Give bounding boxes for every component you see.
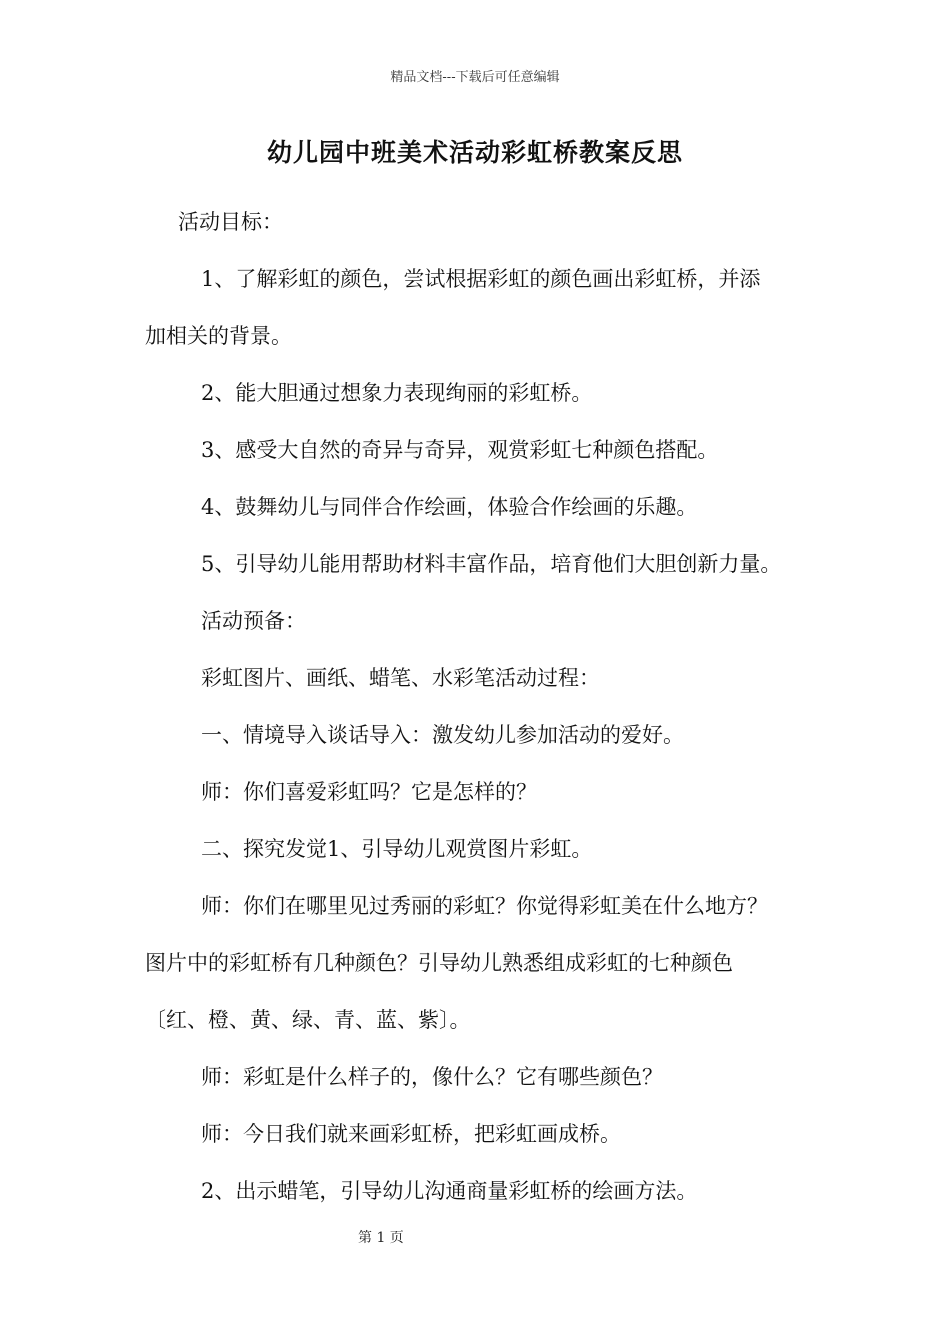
body-line: 1、了解彩虹的颜色，尝试根据彩虹的颜色画出彩虹桥，并添 [201,267,761,291]
body-line: 4、鼓舞幼儿与同伴合作绘画，体验合作绘画的乐趣。 [201,495,698,519]
body-line: 师：彩虹是什么样子的，像什么？它有哪些颜色？ [201,1065,663,1089]
body-line: 一、情境导入谈话导入：激发幼儿参加活动的爱好。 [201,723,684,747]
body-line: 2、能大胆通过想象力表现绚丽的彩虹桥。 [201,381,593,405]
body-line: 3、感受大自然的奇异与奇异，观赏彩虹七种颜色搭配。 [201,438,719,462]
body-line: 〔红、橙、黄、绿、青、蓝、紫〕。 [145,1008,471,1032]
body-line: 5、引导幼儿能用帮助材料丰富作品，培育他们大胆创新力量。 [201,552,782,576]
body-line: 图片中的彩虹桥有几种颜色？引导幼儿熟悉组成彩虹的七种颜色 [145,951,733,975]
body-line: 活动目标： [178,210,283,234]
body-line: 2、出示蜡笔，引导幼儿沟通商量彩虹桥的绘画方法。 [201,1179,698,1203]
body-line: 师：你们在哪里见过秀丽的彩虹？你觉得彩虹美在什么地方？ [201,894,768,918]
document-title: 幼儿园中班美术活动彩虹桥教案反思 [266,138,683,167]
body-line: 加相关的背景。 [145,324,292,348]
body-line: 彩虹图片、画纸、蜡笔、水彩笔活动过程： [201,666,600,690]
page-header-note: 精品文档---下载后可任意编辑 [390,70,560,85]
body-line: 二、探究发觉1、引导幼儿观赏图片彩虹。 [201,837,593,861]
body-line: 师：今日我们就来画彩虹桥，把彩虹画成桥。 [201,1122,621,1146]
body-line: 活动预备： [201,609,306,633]
body-line: 师：你们喜爱彩虹吗？它是怎样的？ [201,780,537,804]
page-number-footer: 第 1 页 [358,1230,404,1246]
